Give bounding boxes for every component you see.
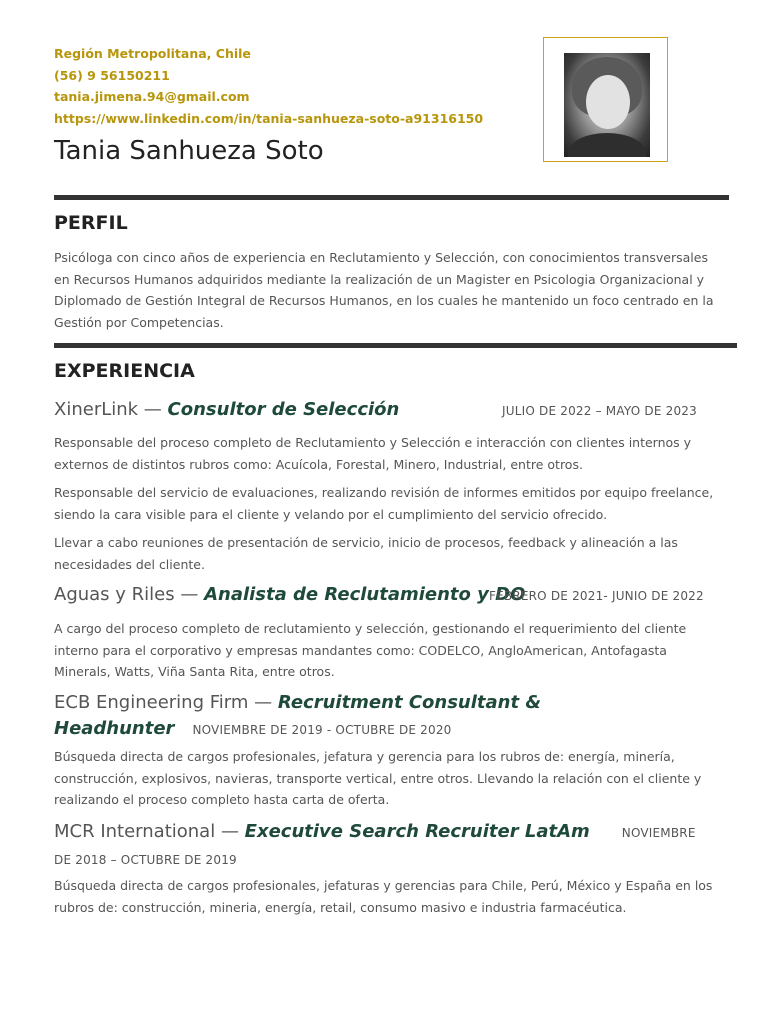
contact-phone: (56) 9 56150211 [54, 67, 170, 83]
contact-region: Región Metropolitana, Chile [54, 46, 251, 61]
job-title-line: XinerLink — Consultor de Selección JULIO DE 2022 – MAYO DE 2023 [54, 397, 714, 423]
job-role: Executive Search Recruiter LatAm [244, 821, 590, 842]
job-date: NOVIEMBRE DE 2018 – OCTUBRE DE 2019 [54, 826, 696, 867]
profile-photo-frame [543, 37, 668, 162]
profile-photo [564, 53, 650, 157]
job-company: XinerLink [54, 399, 139, 420]
job-company: MCR International [54, 821, 216, 842]
divider-middle [54, 343, 737, 348]
job-bullet: A cargo del proceso completo de reclutamiento y selección, gestionando el requerimiento del cliente interno para el corporativo y empresas mandantes como: CODELCO, AngloAmerican, Antofagasta Minerals, Watts, Viña Santa Rita, entre otros. [54, 621, 687, 679]
job-bullet: Llevar a cabo reuniones de presentación de servicio, inicio de procesos, feedback y alineación a las necesidades del cliente. [54, 535, 678, 572]
section-heading-experience: EXPERIENCIA [54, 360, 195, 382]
contact-linkedin[interactable]: https://www.linkedin.com/in/tania-sanhueza-soto-a91316150 [54, 110, 484, 126]
job-date: FEBRERO DE 2021- JUNIO DE 2022 [489, 589, 704, 603]
divider-top [54, 195, 729, 200]
job-company: Aguas y Riles [54, 584, 175, 605]
contact-email[interactable]: tania.jimena.94@gmail.com [54, 89, 250, 104]
job-date: JULIO DE 2022 – MAYO DE 2023 [502, 404, 697, 418]
person-name: Tania Sanhueza Soto [54, 136, 324, 166]
job-role: Analista de Reclutamiento y DO [204, 584, 526, 605]
job-title-line: ECB Engineering Firm — Recruitment Consultant & Headhunter NOVIEMBRE DE 2019 - OCTUBRE DE 2020 [54, 692, 542, 739]
job-role: Recruitment Consultant & Headhunter [54, 692, 542, 739]
contact-block [54, 43, 483, 129]
profile-text: Psicóloga con cinco años de experiencia en Reclutamiento y Selección, con conocimientos transversales en Recursos Humanos adquiridos mediante la realización de un Magister en Psicologia Organizacional y Diplomado de Gestión Integral de Recursos Humanos, en los cuales he mantenido un foco centrado en la Gestión por Competencias. [54, 250, 714, 330]
job-role: Consultor de Selección [167, 399, 400, 420]
section-heading-profile: PERFIL [54, 212, 128, 234]
job-company: ECB Engineering Firm [54, 692, 249, 713]
job-title-line: Aguas y Riles — Analista de Reclutamiento y DO FEBRERO DE 2021- JUNIO DE 2022 [54, 582, 714, 608]
job-bullet: Búsqueda directa de cargos profesionales, jefatura y gerencia para los rubros de: energía, minería, construcción, explosivos, navieras, transporte vertical, entre otros. Llevando la relación con el cliente y realizando el proceso completo hasta carta de oferta. [54, 749, 702, 807]
job-bullet: Búsqueda directa de cargos profesionales, jefaturas y gerencias para Chile, Perú, México y España en los rubros de: construcción, mineria, energía, retail, consumo masivo e industria farmacéutica. [54, 878, 713, 915]
job-bullet: Responsable del servicio de evaluaciones, realizando revisión de informes emitidos por equipo freelance, siendo la cara visible para el cliente y velando por el cumplimiento del servicio ofrecido. [54, 485, 714, 522]
job-date: NOVIEMBRE DE 2019 - OCTUBRE DE 2020 [192, 723, 452, 737]
job-bullet: Responsable del proceso completo de Reclutamiento y Selección e interacción con clientes internos y externos de distintos rubros como: Acuícola, Forestal, Minero, Industrial, entre otros. [54, 435, 692, 472]
job-title-line: MCR International — Executive Search Recruiter LatAm NOVIEMBRE DE 2018 – OCTUBRE DE 2019 [54, 821, 696, 867]
